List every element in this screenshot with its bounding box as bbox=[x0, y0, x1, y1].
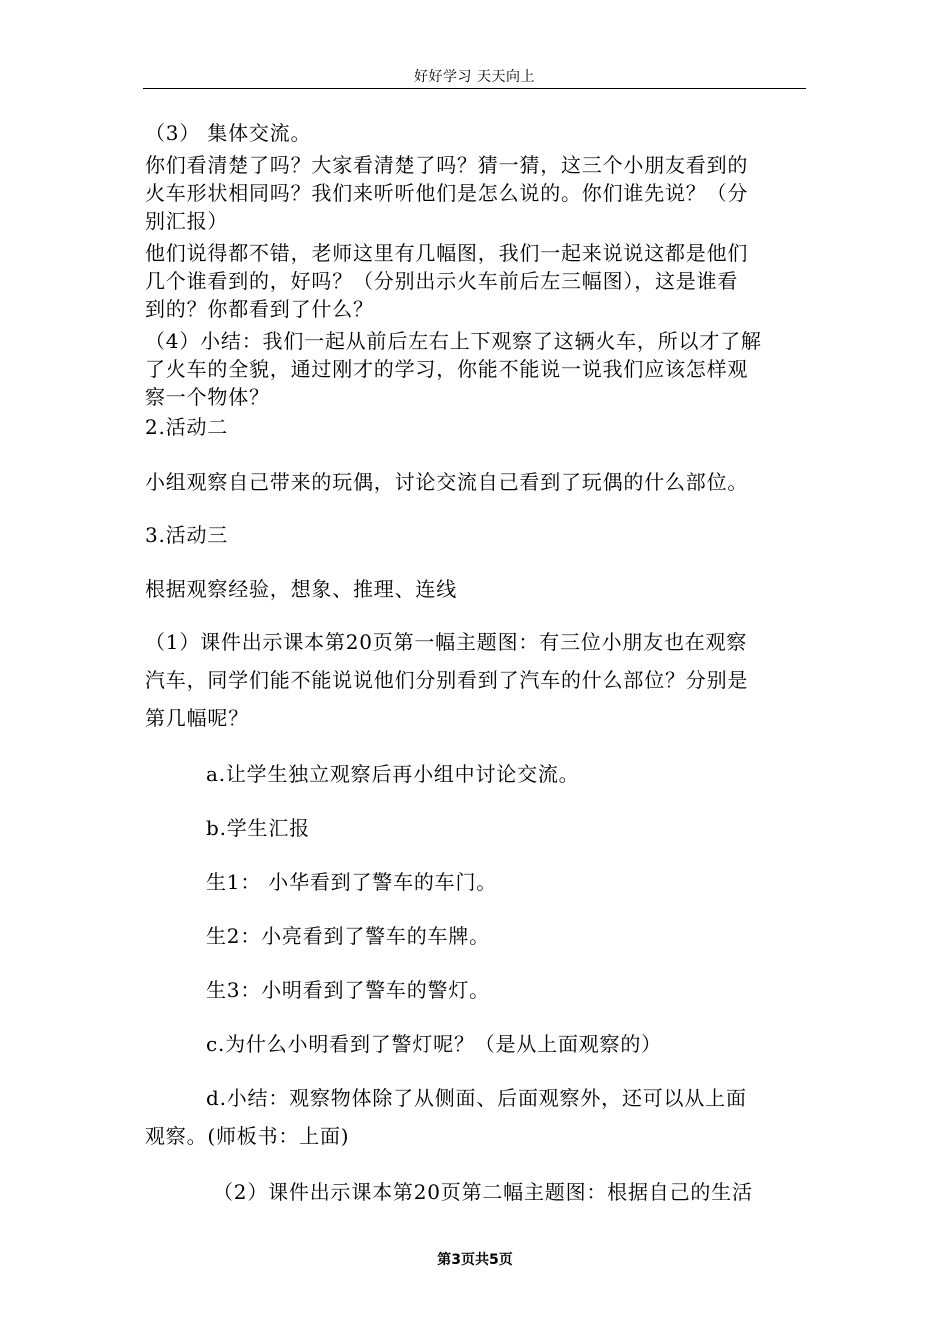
page-footer: 第3页共5页 bbox=[437, 1252, 513, 1268]
paragraph-line: 火车形状相同吗？我们来听听他们是怎么说的。你们谁先说？（分 bbox=[145, 181, 749, 205]
list-item: 生3：小明看到了警车的警灯。 bbox=[206, 978, 490, 1002]
paragraph-line: （4）小结：我们一起从前后左右上下观察了这辆火车，所以才了解 bbox=[145, 329, 762, 353]
paragraph-line: 你们看清楚了吗？大家看清楚了吗？猜一猜，这三个小朋友看到的 bbox=[145, 153, 749, 177]
paragraph-line: 小组观察自己带来的玩偶，讨论交流自己看到了玩偶的什么部位。 bbox=[145, 470, 749, 494]
paragraph-line: 别汇报） bbox=[145, 209, 229, 233]
paragraph-line: （1）课件出示课本第20页第一幅主题图：有三位小朋友也在观察 bbox=[145, 630, 748, 654]
paragraph-line: 了火车的全貌，通过刚才的学习，你能不能说一说我们应该怎样观 bbox=[145, 357, 749, 381]
list-item: 生1： 小华看到了警车的车门。 bbox=[206, 870, 498, 894]
section-heading: 3.活动三 bbox=[145, 523, 229, 547]
paragraph-line: 第几幅呢？ bbox=[145, 706, 249, 730]
list-item: d.小结：观察物体除了从侧面、后面观察外，还可以从上面 bbox=[206, 1086, 747, 1110]
list-item: b.学生汇报 bbox=[206, 816, 310, 840]
list-item: c.为什么小明看到了警灯呢？（是从上面观察的） bbox=[206, 1032, 662, 1056]
header-divider bbox=[143, 88, 806, 89]
section-heading: 2.活动二 bbox=[145, 415, 229, 439]
paragraph-line: （2）课件出示课本第20页第二幅主题图：根据自己的生活 bbox=[213, 1180, 753, 1204]
list-item: 生2：小亮看到了警车的车牌。 bbox=[206, 924, 490, 948]
page-header: 好好学习 天天向上 bbox=[414, 69, 535, 85]
paragraph-line: 他们说得都不错，老师这里有几幅图，我们一起来说说这都是他们 bbox=[145, 241, 749, 265]
paragraph-line: 到的？你都看到了什么？ bbox=[145, 297, 374, 321]
paragraph-line: 几个谁看到的，好吗？（分别出示火车前后左三幅图），这是谁看 bbox=[145, 269, 739, 293]
paragraph-line: 观察。(师板书：上面) bbox=[145, 1124, 350, 1148]
list-item: a.让学生独立观察后再小组中讨论交流。 bbox=[206, 762, 580, 786]
paragraph-line: 根据观察经验，想象、推理、连线 bbox=[145, 577, 457, 601]
paragraph-line: （3） 集体交流。 bbox=[145, 121, 312, 145]
paragraph-line: 汽车，同学们能不能说说他们分别看到了汽车的什么部位？分别是 bbox=[145, 668, 749, 692]
paragraph-line: 察一个物体？ bbox=[145, 385, 270, 409]
